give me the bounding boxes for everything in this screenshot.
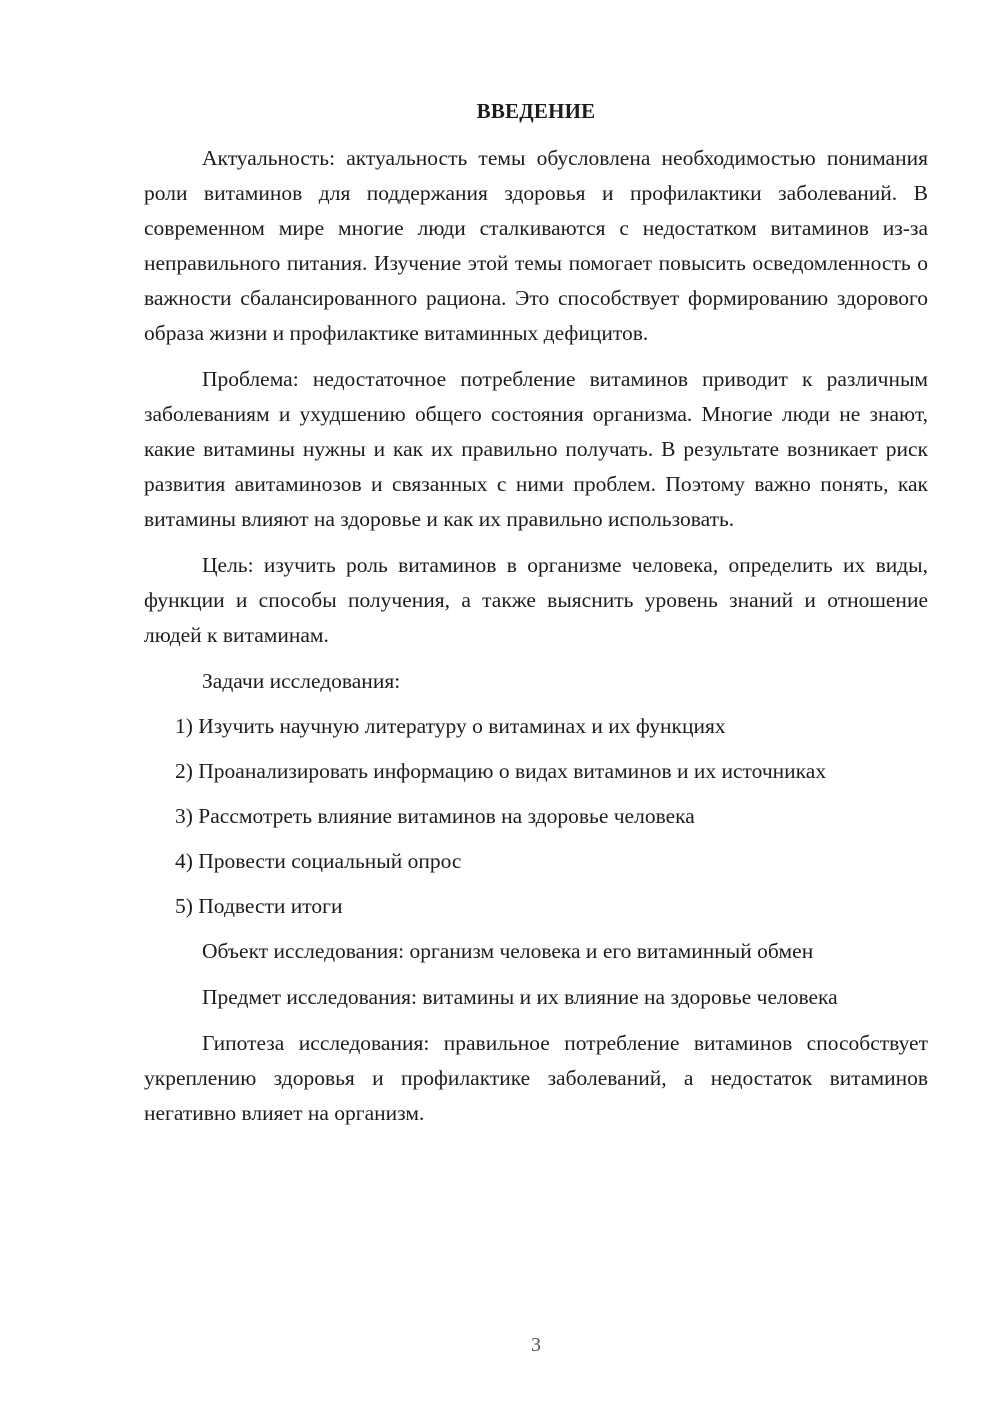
hypothesis-paragraph: Гипотеза исследования: правильное потребление витаминов способствует укреплению здоровья и профилактике заболеваний, а недостаток витаминов негативно влияет на организм. xyxy=(144,1031,928,1125)
object-paragraph: Объект исследования: организм человека и его витаминный обмен xyxy=(202,939,814,963)
page-content xyxy=(144,95,928,1142)
subject-paragraph: Предмет исследования: витамины и их влияние на здоровье человека xyxy=(202,985,838,1009)
page-number: 3 xyxy=(531,1334,541,1356)
task-item-5: 5) Подвести итоги xyxy=(175,894,343,918)
task-item-1: 1) Изучить научную литературу о витаминах и их функциях xyxy=(175,714,726,738)
relevance-paragraph: Актуальность: актуальность темы обусловлена необходимостью понимания роли витаминов для поддержания здоровья и профилактики заболеваний. В современном мире многие люди сталкиваются с недостатком витаминов из-за неправильного питания. Изучение этой темы помогает повысить осведомленность о важности сбалансированного рациона. Это способствует формированию здорового образа жизни и профилактике витаминных дефицитов. xyxy=(144,146,928,345)
tasks-title: Задачи исследования: xyxy=(202,669,401,693)
problem-paragraph: Проблема: недостаточное потребление витаминов приводит к различным заболеваниям и ухудшению общего состояния организма. Многие люди не знают, какие витамины нужны и как их правильно получать. В результате возникает риск развития авитаминозов и связанных с ними проблем. Поэтому важно понять, как витамины влияют на здоровье и как их правильно использовать. xyxy=(144,367,928,531)
task-item-3: 3) Рассмотреть влияние витаминов на здоровье человека xyxy=(175,804,695,828)
goal-paragraph: Цель: изучить роль витаминов в организме человека, определить их виды, функции и способы получения, а также выяснить уровень знаний и отношение людей к витаминам. xyxy=(144,553,928,647)
section-heading: ВВЕДЕНИЕ xyxy=(476,99,596,123)
task-item-4: 4) Провести социальный опрос xyxy=(175,849,462,873)
task-item-2: 2) Проанализировать информацию о видах витаминов и их источниках xyxy=(175,759,827,783)
